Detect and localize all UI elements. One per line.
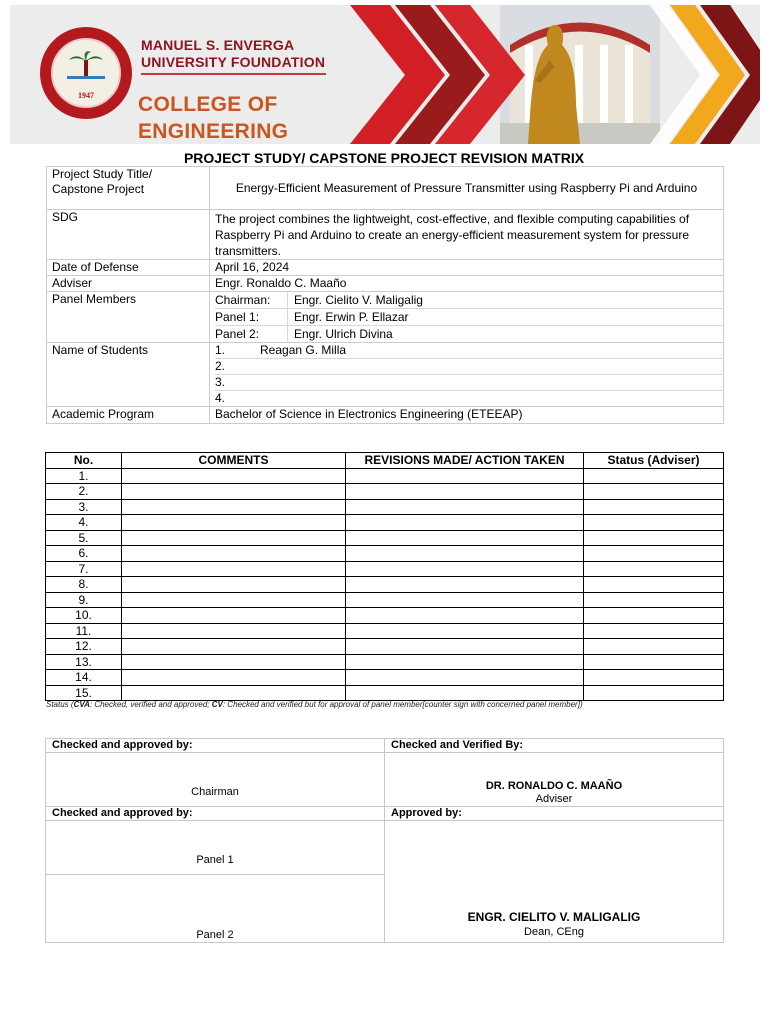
header-banner [10, 5, 760, 144]
comment-cell [122, 608, 346, 624]
revision-cell [346, 670, 584, 686]
row-number: 14. [46, 670, 122, 686]
panel-role: Panel 1: [215, 309, 288, 326]
comment-cell [122, 515, 346, 531]
status-prefix: Status ( [46, 700, 74, 709]
college-name-line1: COLLEGE OF [138, 93, 278, 116]
matrix-row [46, 468, 724, 484]
signature-table [45, 738, 724, 943]
matrix-row [46, 561, 724, 577]
status-cell [584, 499, 724, 515]
comment-cell [122, 577, 346, 593]
matrix-row [46, 515, 724, 531]
sdg-row [47, 210, 724, 260]
student-name [260, 391, 723, 407]
sig-header-row-2 [46, 807, 724, 821]
matrix-row [46, 484, 724, 500]
status-cell [584, 654, 724, 670]
program-row [47, 407, 724, 424]
status-cell [584, 546, 724, 562]
panel-member [215, 309, 723, 326]
comment-cell [122, 468, 346, 484]
university-seal-logo [40, 27, 132, 119]
comment-cell [122, 546, 346, 562]
student-name [260, 359, 723, 375]
sdg-value: The project combines the lightweight, cost-effective, and flexible computing capabilities of Raspberry Pi and Arduino to create an energy-efficient measurement system for pressure transmitters. [210, 210, 724, 260]
row-number: 4. [46, 515, 122, 531]
student-num: 2. [215, 359, 260, 375]
comment-cell [122, 670, 346, 686]
program-label: Academic Program [47, 407, 210, 424]
status-cv-desc: : Checked and verified but for approval of panel member[counter sign with concerned panel member]) [222, 700, 583, 709]
adviser-name: DR. RONALDO C. MAAÑO [485, 780, 623, 792]
row-number: 8. [46, 577, 122, 593]
defense-row [47, 260, 724, 276]
university-name-line2: UNIVERSITY FOUNDATION [141, 54, 326, 70]
row-number: 6. [46, 546, 122, 562]
comment-cell [122, 685, 346, 701]
header-no: No. [46, 453, 122, 469]
seal-year: 1947 [78, 91, 94, 100]
checked-verified-label: Checked and Verified By: [385, 739, 724, 753]
revision-matrix-table [45, 452, 724, 701]
title-row [47, 167, 724, 210]
sig-row-2 [46, 821, 724, 875]
comment-cell [122, 530, 346, 546]
student-name [260, 375, 723, 391]
matrix-row [46, 654, 724, 670]
adviser-role: Adviser [535, 793, 573, 805]
student-name: Reagan G. Milla [260, 343, 723, 359]
status-cell [584, 530, 724, 546]
panel1-role: Panel 1 [196, 854, 234, 866]
comment-cell [122, 484, 346, 500]
header-revisions: REVISIONS MADE/ ACTION TAKEN [346, 453, 584, 469]
comment-cell [122, 561, 346, 577]
revision-cell [346, 546, 584, 562]
matrix-row [46, 530, 724, 546]
panel-role: Panel 2: [215, 326, 288, 343]
defense-label: Date of Defense [47, 260, 210, 276]
university-name [141, 37, 325, 71]
document-title: PROJECT STUDY/ CAPSTONE PROJECT REVISION MATRIX [183, 150, 585, 166]
row-number: 1. [46, 468, 122, 484]
revision-cell [346, 499, 584, 515]
status-cell [584, 685, 724, 701]
panel-role: Chairman: [215, 292, 288, 309]
matrix-header-row [46, 453, 724, 469]
matrix-row [46, 546, 724, 562]
status-cell [584, 670, 724, 686]
revision-cell [346, 592, 584, 608]
dean-role: Dean, CEng [524, 926, 584, 938]
student-num: 1. [215, 343, 260, 359]
checked-approved-label: Checked and approved by: [46, 739, 385, 753]
row-number: 2. [46, 484, 122, 500]
sdg-label: SDG [47, 210, 210, 260]
matrix-row [46, 499, 724, 515]
status-cell [584, 639, 724, 655]
adviser-signature-block [385, 753, 724, 807]
panel-name: Engr. Cielito V. Maligalig [288, 292, 724, 309]
student-item [215, 359, 723, 375]
panel-member [215, 292, 723, 309]
student-item [215, 391, 723, 407]
checked-approved-label-2: Checked and approved by: [46, 807, 385, 821]
panel2-role: Panel 2 [196, 929, 234, 941]
student-num: 4. [215, 391, 226, 405]
revision-cell [346, 608, 584, 624]
matrix-row [46, 623, 724, 639]
students-row [47, 343, 724, 407]
college-name-line2: ENGINEERING [138, 120, 289, 143]
revision-cell [346, 561, 584, 577]
row-number: 3. [46, 499, 122, 515]
revision-cell [346, 530, 584, 546]
matrix-row [46, 685, 724, 701]
university-name-line1: MANUEL S. ENVERGA [141, 37, 295, 53]
row-number: 5. [46, 530, 122, 546]
comment-cell [122, 623, 346, 639]
row-number: 7. [46, 561, 122, 577]
comment-cell [122, 499, 346, 515]
status-cva-desc: : Checked, verified and approved; [89, 700, 212, 709]
revision-cell [346, 685, 584, 701]
status-cell [584, 592, 724, 608]
approved-by-label: Approved by: [385, 807, 724, 821]
matrix-row [46, 670, 724, 686]
students-list [210, 343, 724, 407]
palm-tree-icon [67, 50, 105, 80]
panel-name: Engr. Erwin P. Ellazar [288, 309, 724, 326]
status-cell [584, 515, 724, 531]
title-label [47, 167, 210, 210]
row-number: 11. [46, 623, 122, 639]
status-legend [46, 700, 583, 709]
defense-value: April 16, 2024 [210, 260, 724, 276]
comment-cell [122, 639, 346, 655]
status-cell [584, 577, 724, 593]
revision-cell [346, 639, 584, 655]
status-cell [584, 608, 724, 624]
chairman-role: Chairman [191, 786, 239, 798]
row-number: 15. [46, 685, 122, 701]
title-label-line1: Project Study Title/ [52, 167, 153, 181]
panel-row [47, 292, 724, 343]
panel2-signature-block [46, 875, 385, 943]
matrix-row [46, 639, 724, 655]
dean-name: ENGR. CIELITO V. MALIGALIG [467, 910, 641, 924]
status-cell [584, 623, 724, 639]
comment-cell [122, 654, 346, 670]
row-number: 12. [46, 639, 122, 655]
sig-header-row-1 [46, 739, 724, 753]
title-value: Energy-Efficient Measurement of Pressure Transmitter using Raspberry Pi and Arduino [210, 167, 724, 210]
matrix-body [46, 468, 724, 701]
student-item [215, 375, 723, 391]
adviser-row [47, 276, 724, 292]
project-info-table [46, 166, 724, 424]
header-status: Status (Adviser) [584, 453, 724, 469]
revision-cell [346, 623, 584, 639]
revision-cell [346, 515, 584, 531]
panel1-signature-block [46, 821, 385, 875]
status-cell [584, 484, 724, 500]
student-item [215, 343, 723, 359]
matrix-row [46, 608, 724, 624]
comment-cell [122, 592, 346, 608]
title-label-line2: Capstone Project [52, 182, 145, 196]
adviser-value: Engr. Ronaldo C. Maaño [210, 276, 724, 292]
revision-cell [346, 468, 584, 484]
panel-member [215, 326, 723, 343]
row-number: 13. [46, 654, 122, 670]
revision-cell [346, 577, 584, 593]
panel-list [210, 292, 724, 343]
revision-cell [346, 654, 584, 670]
status-cv: CV [211, 700, 223, 709]
sig-row-1 [46, 753, 724, 807]
header-divider [141, 73, 326, 75]
matrix-row [46, 592, 724, 608]
adviser-label: Adviser [47, 276, 210, 292]
matrix-row [46, 577, 724, 593]
dean-signature-block [385, 821, 724, 943]
status-cva: CVA [73, 700, 90, 709]
status-cell [584, 468, 724, 484]
panel-name: Engr. Ulrich Divina [294, 327, 393, 341]
banner-chevron-graphic [350, 5, 760, 144]
student-num: 3. [215, 375, 260, 391]
header-comments: COMMENTS [122, 453, 346, 469]
status-cell [584, 561, 724, 577]
row-number: 10. [46, 608, 122, 624]
chairman-signature-block [46, 753, 385, 807]
program-value: Bachelor of Science in Electronics Engineering (ETEEAP) [210, 407, 724, 424]
panel-label: Panel Members [47, 292, 210, 343]
revision-cell [346, 484, 584, 500]
students-label: Name of Students [47, 343, 210, 407]
row-number: 9. [46, 592, 122, 608]
